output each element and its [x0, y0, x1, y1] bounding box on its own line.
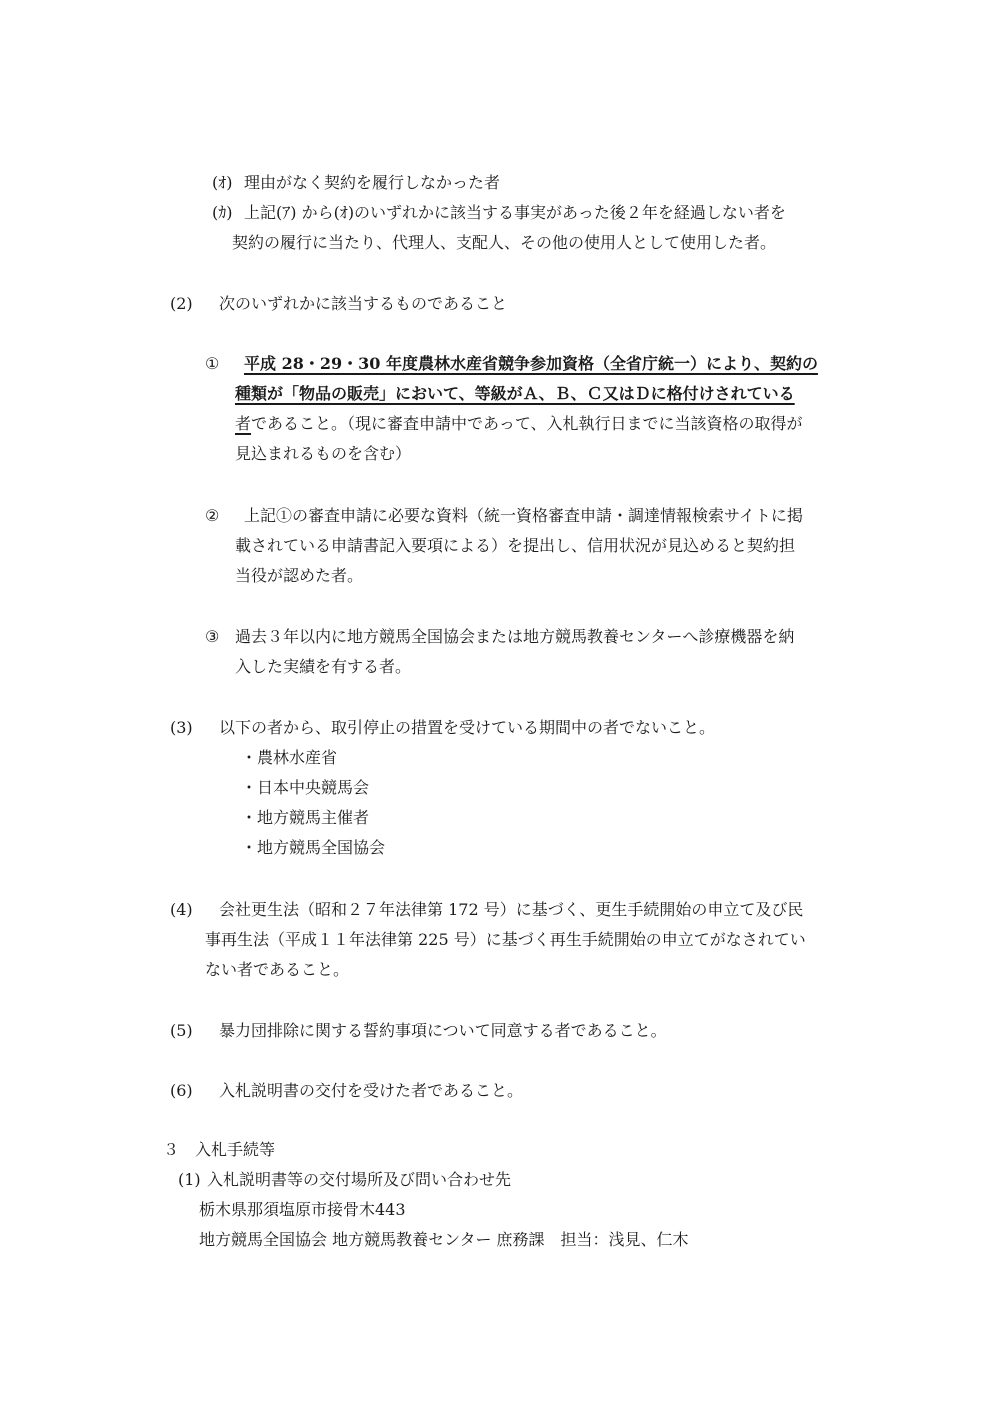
section-4-marker: (4) [170, 900, 193, 919]
section-4-line2: 事再生法（平成１１年法律第 225 号）に基づく再生手続開始の申立てがなされてい [205, 930, 806, 949]
section-3-bullet-4: ・地方競馬全国協会 [241, 838, 386, 857]
item-text-ka-line2: 契約の履行に当たり、代理人、支配人、その他の使用人として使用した者。 [232, 233, 777, 252]
item-1-line4: 見込まれるものを含む） [235, 444, 412, 463]
section-3-marker: (3) [170, 718, 193, 737]
section-3-heading: 以下の者から、取引停止の措置を受けている期間中の者でないこと。 [219, 718, 716, 737]
item-2-line3: 当役が認めた者。 [235, 566, 364, 585]
item-1-line3 [235, 414, 803, 434]
item-3-line1: 過去３年以内に地方競馬全国協会または地方競馬教養センターへ診療機器を納 [235, 627, 795, 646]
item-1-line3-rest: であること。（現に審査申請中であって、入札執行日までに当該資格の取得が [251, 414, 803, 433]
item-3-marker: ③ [205, 627, 220, 646]
item-1-marker: ① [205, 354, 220, 373]
item-marker-o: (ｵ) [212, 173, 233, 192]
chapter-3-heading: ３ 入札手続等 [163, 1140, 276, 1159]
section-5-text: 暴力団排除に関する誓約事項について同意する者であること。 [219, 1021, 667, 1040]
item-marker-ka: (ｶ) [212, 203, 233, 222]
item-1-line2: 種類が「物品の販売」において、等級がＡ、Ｂ、Ｃ又はＤに格付けされている [235, 384, 795, 403]
chapter-3-address: 栃木県那須塩原市接骨木443 [199, 1200, 406, 1219]
chapter-3-sub-marker: (1) [178, 1170, 201, 1189]
item-3-line2: 入した実績を有する者。 [235, 657, 412, 676]
item-1-line3-underlined: 者 [235, 414, 252, 433]
item-2-line2: 載されている申請書記入要項による）を提出し、信用状況が見込めると契約担 [235, 536, 796, 555]
chapter-3-sub-heading: 入札説明書等の交付場所及び問い合わせ先 [207, 1170, 512, 1189]
section-6-text: 入札説明書の交付を受けた者であること。 [219, 1081, 524, 1100]
item-2-line1: 上記①の審査申請に必要な資料（統一資格審査申請・調達情報検索サイトに掲 [244, 506, 803, 525]
section-3-bullet-1: ・農林水産省 [241, 748, 338, 767]
section-4-line1: 会社更生法（昭和２７年法律第 172 号）に基づく、更生手続開始の申立て及び民 [219, 900, 804, 919]
chapter-3-contact: 地方競馬全国協会 地方競馬教養センター 庶務課 担当：浅見、仁木 [199, 1230, 689, 1249]
section-2-marker: (2) [170, 294, 193, 313]
item-2-marker: ② [205, 506, 220, 525]
section-5-marker: (5) [170, 1021, 193, 1040]
item-1-line1: 平成 28・29・30 年度農林水産省競争参加資格（全省庁統一）により、契約の [244, 354, 818, 373]
item-text-ka-line1: 上記(ｱ) から(ｵ)のいずれかに該当する事実があった後２年を経過しない者を [244, 203, 786, 222]
item-text-o: 理由がなく契約を履行しなかった者 [244, 173, 501, 192]
section-4-line3: ない者であること。 [205, 960, 350, 979]
section-3-bullet-2: ・日本中央競馬会 [241, 778, 370, 797]
section-2-heading: 次のいずれかに該当するものであること [219, 294, 508, 313]
section-3-bullet-3: ・地方競馬主催者 [241, 808, 370, 827]
section-6-marker: (6) [170, 1081, 193, 1100]
